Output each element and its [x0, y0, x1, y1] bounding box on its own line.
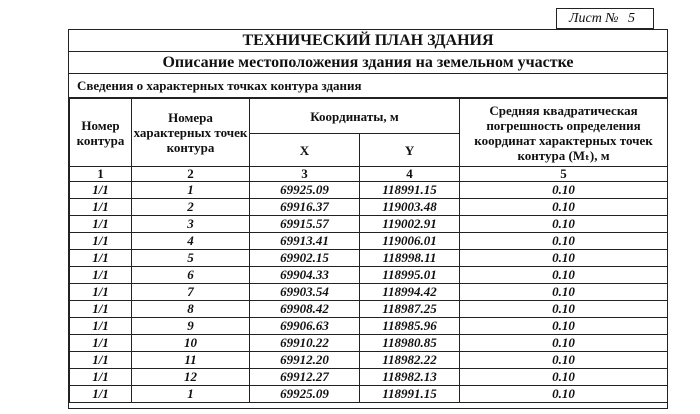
cell-y: 118982.22 — [360, 352, 460, 369]
cell-point: 5 — [132, 250, 250, 267]
contour-points-table — [69, 98, 668, 403]
cell-y: 118987.25 — [360, 301, 460, 318]
cell-y: 119002.91 — [360, 216, 460, 233]
cell-error: 0.10 — [460, 386, 668, 403]
cell-point: 4 — [132, 233, 250, 250]
cell-error: 0.10 — [460, 199, 668, 216]
sheet-number: 5 — [628, 11, 636, 26]
cell-point: 1 — [132, 386, 250, 403]
cell-point: 2 — [132, 199, 250, 216]
cell-error: 0.10 — [460, 250, 668, 267]
table-row — [70, 335, 668, 352]
section-heading: Сведения о характерных точках контура здания — [69, 74, 667, 98]
column-number: 5 — [460, 167, 668, 182]
cell-y: 118985.96 — [360, 318, 460, 335]
document-title: ТЕХНИЧЕСКИЙ ПЛАН ЗДАНИЯ — [69, 30, 667, 52]
cell-contour: 1/1 — [70, 199, 132, 216]
cell-y: 118991.15 — [360, 182, 460, 199]
cell-error: 0.10 — [460, 182, 668, 199]
cell-error: 0.10 — [460, 352, 668, 369]
cell-error: 0.10 — [460, 284, 668, 301]
header-contour-number: Номер контура — [70, 99, 132, 167]
cell-point: 10 — [132, 335, 250, 352]
column-number: 3 — [250, 167, 360, 182]
cell-contour: 1/1 — [70, 369, 132, 386]
header-coordinates: Координаты, м — [250, 99, 460, 134]
cell-error: 0.10 — [460, 267, 668, 284]
cell-contour: 1/1 — [70, 216, 132, 233]
column-number: 4 — [360, 167, 460, 182]
table-row — [70, 182, 668, 199]
cell-error: 0.10 — [460, 233, 668, 250]
cell-x: 69902.15 — [250, 250, 360, 267]
cell-error: 0.10 — [460, 369, 668, 386]
cell-x: 69910.22 — [250, 335, 360, 352]
cell-point: 3 — [132, 216, 250, 233]
cell-error: 0.10 — [460, 301, 668, 318]
cell-contour: 1/1 — [70, 352, 132, 369]
cell-contour: 1/1 — [70, 335, 132, 352]
cell-contour: 1/1 — [70, 284, 132, 301]
cell-point: 6 — [132, 267, 250, 284]
table-row — [70, 386, 668, 403]
cell-x: 69904.33 — [250, 267, 360, 284]
cell-y: 119006.01 — [360, 233, 460, 250]
cell-x: 69913.41 — [250, 233, 360, 250]
cell-x: 69916.37 — [250, 199, 360, 216]
cell-contour: 1/1 — [70, 233, 132, 250]
cell-error: 0.10 — [460, 335, 668, 352]
cell-x: 69915.57 — [250, 216, 360, 233]
cell-x: 69906.63 — [250, 318, 360, 335]
cell-x: 69908.42 — [250, 301, 360, 318]
cell-x: 69925.09 — [250, 386, 360, 403]
table-row — [70, 352, 668, 369]
cell-point: 9 — [132, 318, 250, 335]
table-row — [70, 250, 668, 267]
cell-contour: 1/1 — [70, 318, 132, 335]
cell-y: 118998.11 — [360, 250, 460, 267]
table-row — [70, 284, 668, 301]
table-row — [70, 267, 668, 284]
table-row — [70, 369, 668, 386]
cell-x: 69912.20 — [250, 352, 360, 369]
header-point-numbers: Номера характерных точек контура — [132, 99, 250, 167]
cell-point: 11 — [132, 352, 250, 369]
cell-y: 118994.42 — [360, 284, 460, 301]
cell-y: 119003.48 — [360, 199, 460, 216]
cell-point: 1 — [132, 182, 250, 199]
header-mean-square-error: Средняя квадратическая погрешность определения координат характерных точек контура (Mₜ), м — [460, 99, 668, 167]
cell-contour: 1/1 — [70, 267, 132, 284]
table-row — [70, 301, 668, 318]
column-number: 1 — [70, 167, 132, 182]
cell-y: 118995.01 — [360, 267, 460, 284]
document-subtitle: Описание местоположения здания на земельном участке — [69, 52, 667, 74]
cell-point: 8 — [132, 301, 250, 318]
cell-error: 0.10 — [460, 318, 668, 335]
table-row — [70, 216, 668, 233]
cell-contour: 1/1 — [70, 182, 132, 199]
table-row — [70, 318, 668, 335]
cell-x: 69903.54 — [250, 284, 360, 301]
cell-x: 69925.09 — [250, 182, 360, 199]
cell-x: 69912.27 — [250, 369, 360, 386]
sheet-number-box — [556, 8, 654, 29]
cell-contour: 1/1 — [70, 386, 132, 403]
cell-point: 12 — [132, 369, 250, 386]
cell-contour: 1/1 — [70, 301, 132, 318]
cell-contour: 1/1 — [70, 250, 132, 267]
table-row — [70, 199, 668, 216]
header-y: Y — [360, 134, 460, 167]
sheet-label: Лист № — [569, 11, 619, 26]
header-x: X — [250, 134, 360, 167]
cell-point: 7 — [132, 284, 250, 301]
document-frame — [68, 29, 668, 409]
cell-error: 0.10 — [460, 216, 668, 233]
cell-y: 118980.85 — [360, 335, 460, 352]
column-number: 2 — [132, 167, 250, 182]
cell-y: 118991.15 — [360, 386, 460, 403]
table-row — [70, 233, 668, 250]
cell-y: 118982.13 — [360, 369, 460, 386]
